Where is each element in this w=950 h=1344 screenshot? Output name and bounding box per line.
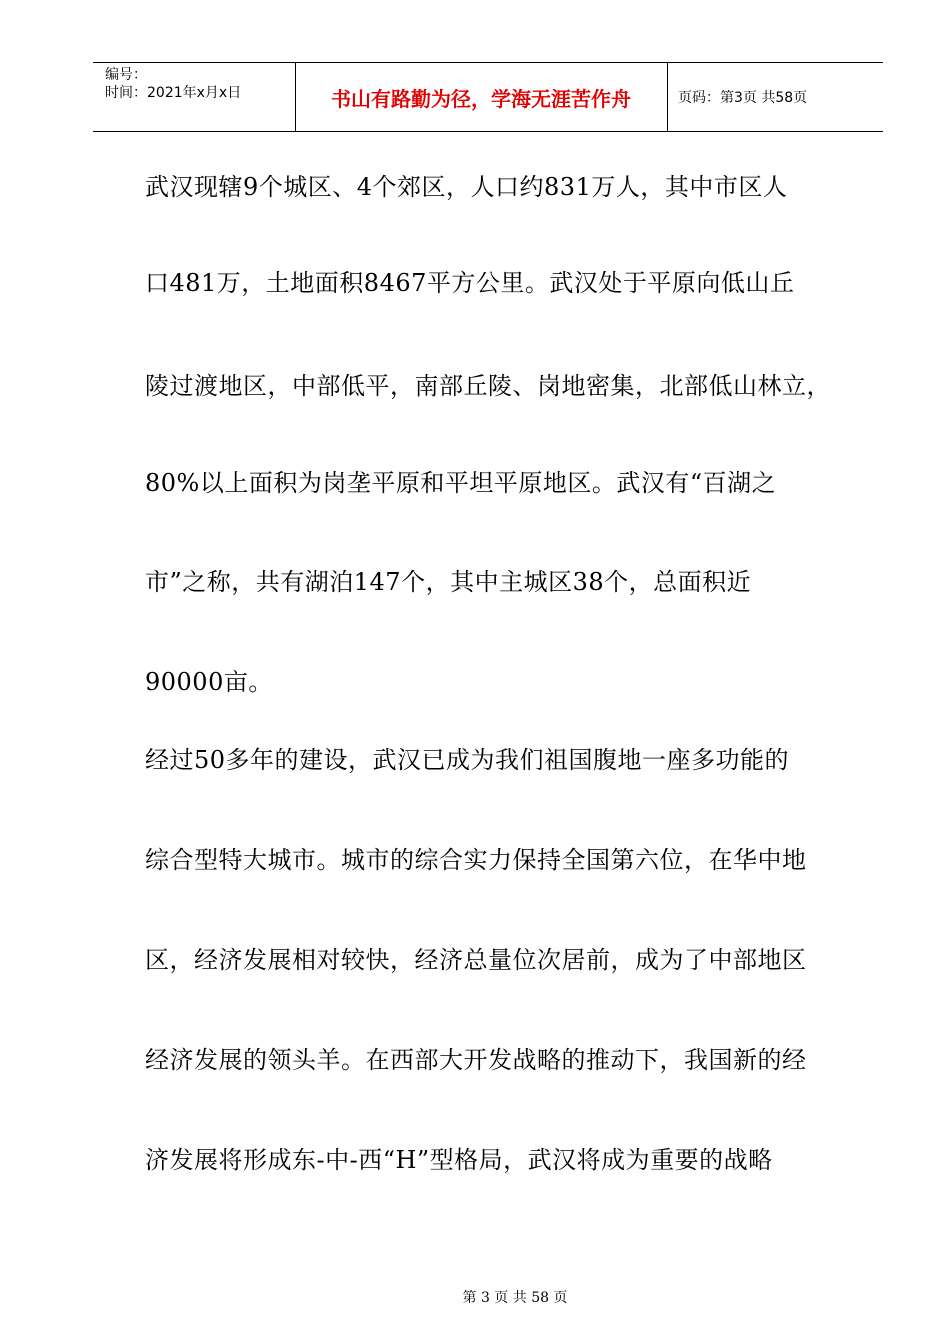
body-line: 80%以上面积为岗垄平原和平坦平原地区。武汉有“百湖之 (145, 469, 777, 497)
header-divider (667, 63, 668, 131)
header-meta (105, 66, 241, 102)
header-motto: 书山有路勤为径，学海无涯苦作舟 (331, 86, 631, 111)
body-line: 区，经济发展相对较快，经济总量位次居前，成为了中部地区 (145, 946, 807, 974)
body-line: 经济发展的领头羊。在西部大开发战略的推动下，我国新的经 (145, 1046, 807, 1074)
body-line: 市”之称，共有湖泊147个，其中主城区38个，总面积近 (145, 568, 752, 596)
body-line: 陵过渡地区，中部低平，南部丘陵、岗地密集，北部低山林立， (145, 372, 831, 400)
body-line: 综合型特大城市。城市的综合实力保持全国第六位，在华中地 (145, 846, 807, 874)
body-line: 济发展将形成东-中-西“H”型格局，武汉将成为重要的战略 (145, 1146, 773, 1174)
page-header (93, 62, 883, 132)
body-line: 经过50多年的建设，武汉已成为我们祖国腹地一座多功能的 (145, 746, 790, 774)
body-line: 武汉现辖9个城区、4个郊区，人口约831万人，其中市区人 (145, 173, 788, 201)
document-number-label: 编号： (105, 67, 147, 83)
page-footer: 第 3 页 共 58 页 (462, 1290, 568, 1306)
header-page-code: 页码：第3页 共58页 (678, 90, 808, 106)
body-line: 90000亩。 (145, 668, 273, 696)
document-date: 时间：2021年x月x日 (105, 85, 242, 101)
body-line: 口481万，土地面积8467平方公里。武汉处于平原向低山丘 (145, 269, 795, 297)
